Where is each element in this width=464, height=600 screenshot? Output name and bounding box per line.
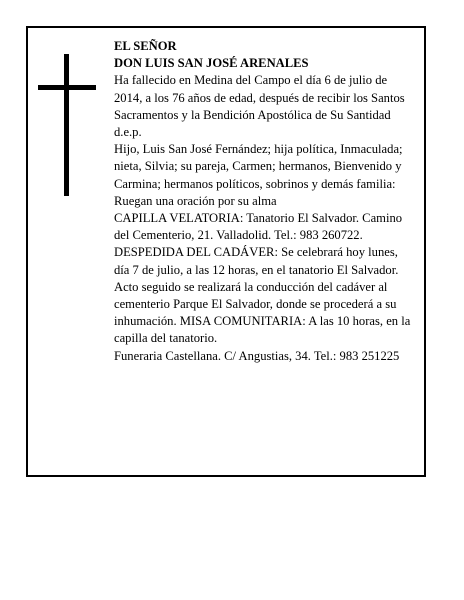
title-line-1: EL SEÑOR	[114, 39, 177, 53]
prayer-request: Ruegan una oración por su alma	[114, 193, 277, 208]
farewell-info: DESPEDIDA DEL CADÁVER: Se celebrará hoy lunes, día 7 de julio, a las 12 horas, en el tanatorio El Salvador. Acto seguido se realizará la conducción del cadáver al cementerio Parque El Salvador, donde se procederá a su inhumación. MISA COMUNITARIA: A las 10 horas, en la capilla del tanatorio.	[114, 245, 411, 346]
funeral-home-info: Funeraria Castellana. C/ Angustias, 34. Tel.: 983 251225	[114, 348, 400, 363]
cross-horizontal-bar	[38, 85, 96, 90]
deceased-name: DON LUIS SAN JOSÉ ARENALES	[114, 56, 309, 71]
rip-abbreviation: d.e.p.	[114, 125, 142, 140]
chapel-info: CAPILLA VELATORIA: Tanatorio El Salvador. Camino del Cementerio, 21. Valladolid. Tel.: 983 260722.	[114, 211, 403, 243]
obituary-text	[114, 38, 414, 365]
death-notice: Ha fallecido en Medina del Campo el día 6 de julio de 2014, a los 76 años de edad, después de recibir los Santos Sacramentos y la Bendición Apostólica de Su Santidad	[114, 73, 405, 122]
cross-vertical-bar	[64, 54, 69, 196]
family-list: Hijo, Luis San José Fernández; hija política, Inmaculada; nieta, Silvia; su pareja, Carmen; hermanos, Bienvenido y Carmina; hermanos políticos, sobrinos y demás familia:	[114, 142, 403, 191]
